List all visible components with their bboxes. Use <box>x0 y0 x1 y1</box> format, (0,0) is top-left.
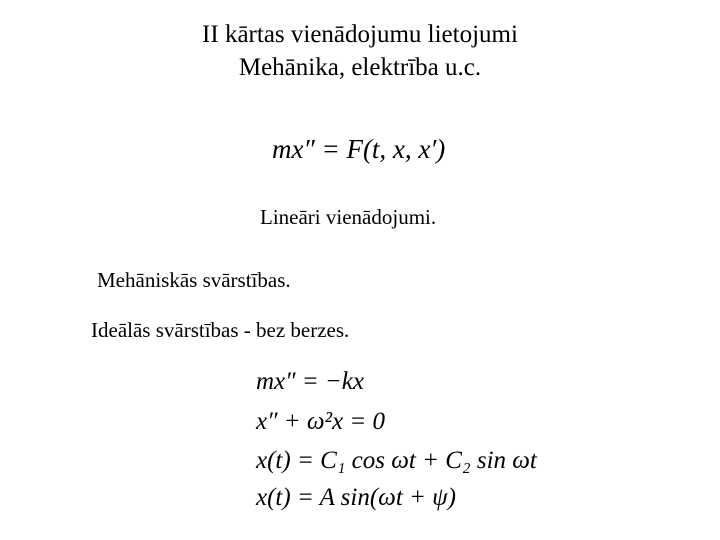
equation-2: x″ + ω²x = 0 <box>256 408 385 435</box>
text-linear-equations: Lineāri vienādojumi. <box>260 205 437 229</box>
slide-title <box>0 18 720 84</box>
text-mechanical-oscillations: Mehāniskās svārstības. <box>97 268 291 292</box>
equation-main: mx″ = F(t, x, x′) <box>272 134 446 164</box>
text-ideal-oscillations: Ideālās svārstības - bez berzes. <box>91 318 350 342</box>
equation-4: x(t) = A sin(ωt + ψ) <box>256 484 456 511</box>
equation-1: mx″ = −kx <box>256 368 364 395</box>
equation-3: x(t) = C₁ cos ωt + C₂ sin ωt <box>256 447 537 474</box>
title-line-1: II kārtas vienādojumu lietojumi <box>202 21 518 48</box>
title-line-2: Mehānika, elektrība u.c. <box>238 54 482 81</box>
